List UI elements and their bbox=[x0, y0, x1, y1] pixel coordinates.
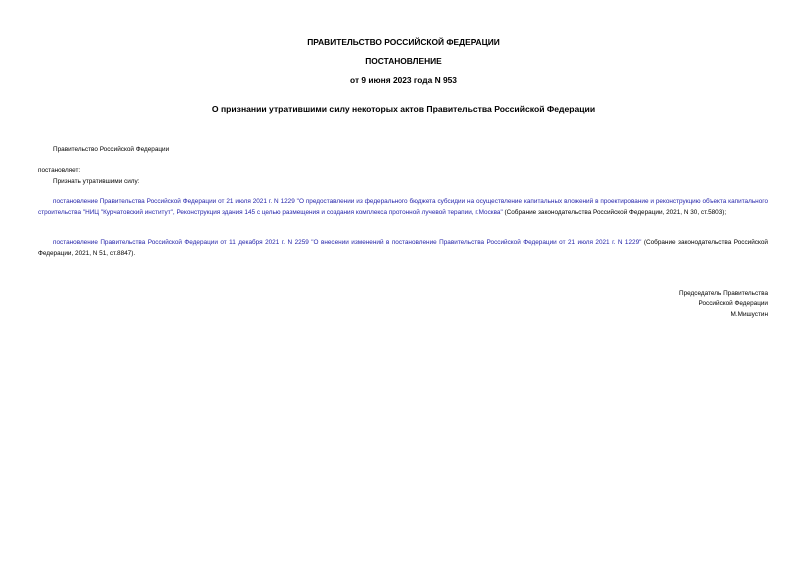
repealed-item-1-source: (Собрание законодательства Российской Федерации, 2021, N 30, ст.5803); bbox=[502, 208, 727, 216]
date-number-heading: от 9 июня 2023 года N 953 bbox=[350, 75, 457, 85]
document-title: О признании утратившими силу некоторых актов Правительства Российской Федерации bbox=[211, 104, 596, 114]
signatory-position-line-2: Российской Федерации bbox=[698, 300, 768, 307]
document-type-heading: ПОСТАНОВЛЕНИЕ bbox=[365, 56, 442, 66]
signatory-position-line-1: Председатель Правительства bbox=[679, 290, 768, 297]
repealed-item-1 bbox=[38, 197, 768, 219]
repealed-item-2-source: (Собрание законодательства Российской Федерации, 2021, N 51, ст.8847). bbox=[38, 239, 768, 257]
repealed-item-1-link[interactable]: постановление Правительства Российской Федерации от 21 июля 2021 г. N 1229 "О предоставлении из федерального бюджета субсидии на осуществление капитальных вложений в проектирование и реконструкцию объекта капитального строительства "НИЦ "Курчатовский институт", Реконструкция здания 145 с целью размещения и создания комплекса протонной лучевой терапии, г.Москва" bbox=[38, 198, 768, 216]
repealed-item-2 bbox=[38, 238, 768, 260]
repealed-item-2-link[interactable]: постановление Правительства Российской Федерации от 11 декабря 2021 г. N 2259 "О внесении изменений в постановление Правительства Российской Федерации от 21 июля 2021 г. N 1229" bbox=[53, 239, 642, 246]
resolves-text: постановляет: bbox=[38, 167, 81, 174]
declare-text: Признать утратившими силу: bbox=[53, 178, 140, 185]
signatory-name: М.Мишустин bbox=[730, 311, 768, 318]
intro-text: Правительство Российской Федерации bbox=[53, 146, 170, 153]
issuer-heading: ПРАВИТЕЛЬСТВО РОССИЙСКОЙ ФЕДЕРАЦИИ bbox=[307, 37, 500, 47]
